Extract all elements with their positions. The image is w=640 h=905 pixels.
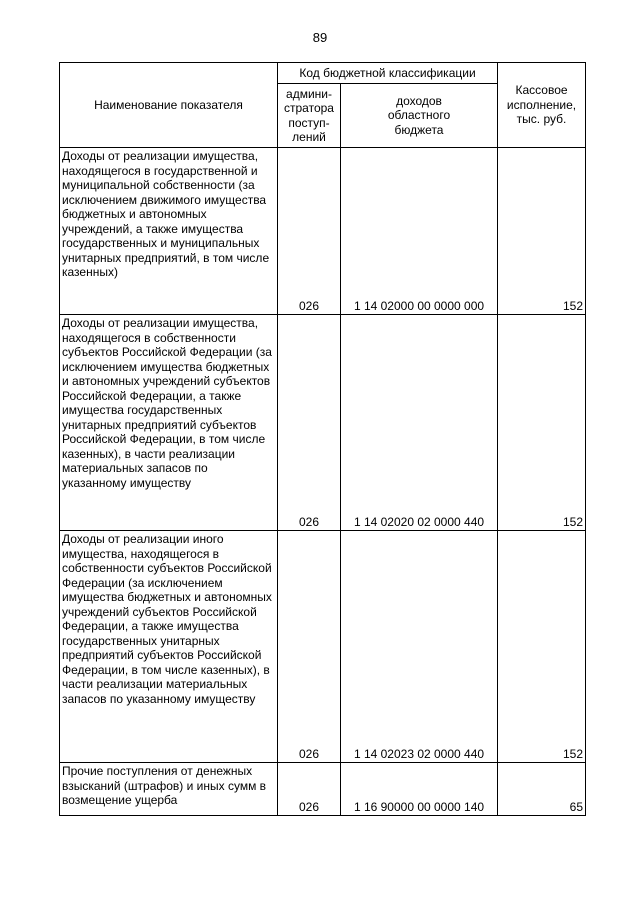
table-header [60, 63, 586, 148]
row-amount-cell: 152 [498, 148, 586, 315]
header-amount: Кассовое исполнение, тыс. руб. [498, 63, 586, 148]
row-amount-cell: 152 [498, 531, 586, 763]
header-budget-classification: Код бюджетной классификации [278, 63, 498, 84]
row-amount-cell: 65 [498, 763, 586, 816]
header-admin-code: админи- стратора поступ- лений [278, 84, 341, 148]
row-admin-cell: 026 [278, 763, 341, 816]
table-row [60, 315, 586, 531]
table-row [60, 763, 586, 816]
row-code-cell: 1 14 02023 02 0000 440 [341, 531, 498, 763]
table-row [60, 148, 586, 315]
row-code-cell: 1 16 90000 00 0000 140 [341, 763, 498, 816]
row-admin-cell: 026 [278, 148, 341, 315]
table-row [60, 531, 586, 763]
row-name-cell: Доходы от реализации имущества, находящегося в государственной и муниципальной собственности (за исключением движимого имущества бюджетных и автономных учреждений, а также имущества государственных и муниципальных унитарных предприятий, в том числе казенных) [60, 148, 278, 315]
header-revenue-code: доходов областного бюджета [341, 84, 498, 148]
row-amount-cell: 152 [498, 315, 586, 531]
row-name-cell: Доходы от реализации иного имущества, находящегося в собственности субъектов Российской Федерации (за исключением имущества бюджетных и автономных учреждений субъектов Российской Федерации, а также имущества государственных унитарных предприятий субъектов Российской Федерации, в том числе казенных), в части реализации материальных запасов по указанному имуществу [60, 531, 278, 763]
page-number: 89 [312, 30, 328, 45]
revenue-table [59, 62, 586, 816]
row-name-cell: Прочие поступления от денежных взысканий (штрафов) и иных сумм в возмещение ущерба [60, 763, 278, 816]
row-name-cell: Доходы от реализации имущества, находящегося в собственности субъектов Российской Федерации (за исключением имущества бюджетных и автономных учреждений субъектов Российской Федерации, а также имущества государственных унитарных предприятий субъектов Российской Федерации, в том числе казенных), в части реализации материальных запасов по указанному имуществу [60, 315, 278, 531]
row-code-cell: 1 14 02020 02 0000 440 [341, 315, 498, 531]
header-name: Наименование показателя [60, 63, 278, 148]
row-admin-cell: 026 [278, 531, 341, 763]
row-admin-cell: 026 [278, 315, 341, 531]
row-code-cell: 1 14 02000 00 0000 000 [341, 148, 498, 315]
